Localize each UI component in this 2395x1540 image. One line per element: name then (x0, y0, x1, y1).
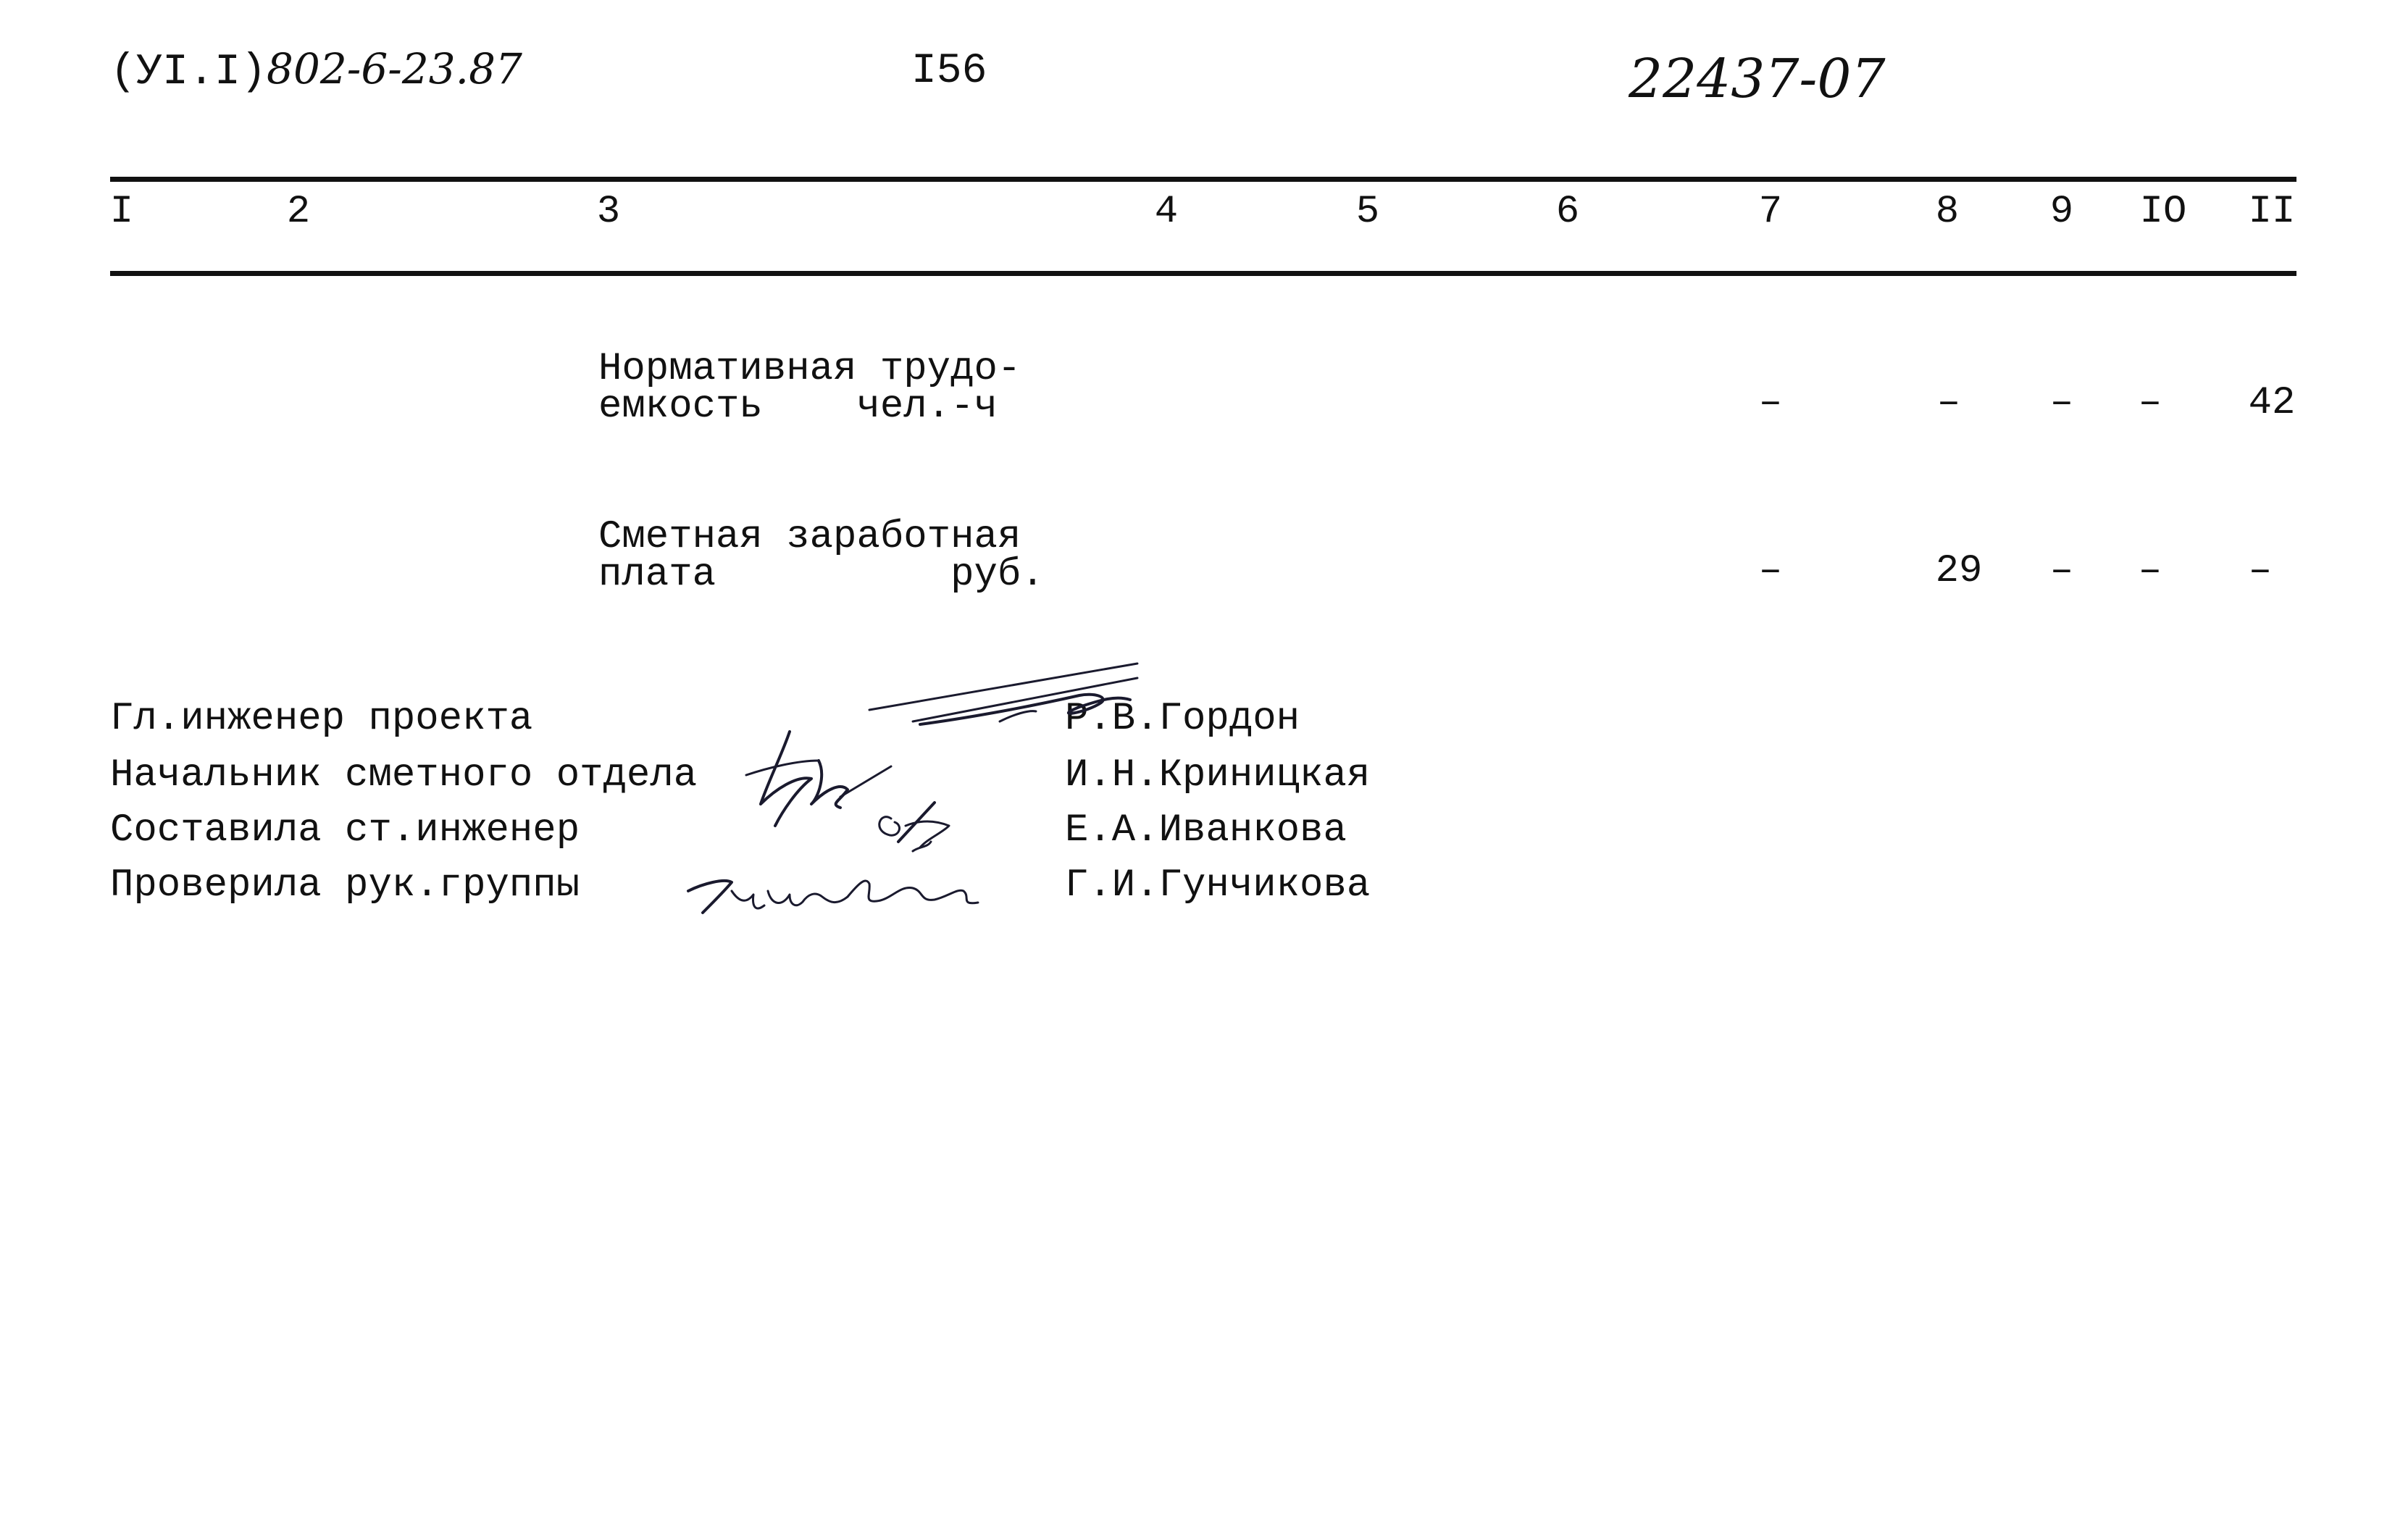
series-handwritten: 802-6-23.87 (267, 44, 522, 93)
cell-col9: – (2049, 381, 2074, 425)
description-line: емкость чел.-ч (598, 385, 998, 429)
signature-ivankova (879, 803, 949, 851)
column-number: 4 (1154, 190, 1179, 234)
signatory-role: Составила ст.инженер (110, 808, 580, 853)
cell-col8: 29 (1935, 549, 1983, 593)
row-description (598, 515, 1045, 597)
column-number: IO (2139, 190, 2187, 234)
cell-col7: – (1758, 381, 1783, 425)
row-description (598, 347, 1021, 429)
column-number: 8 (1935, 190, 1960, 234)
description-line: Сметная заработная (598, 515, 1021, 559)
cell-col7: – (1758, 549, 1783, 593)
series-prefix: (УI.I) (110, 48, 267, 97)
column-number: 5 (1355, 190, 1380, 234)
page-number: I56 (911, 48, 987, 95)
cell-col10: – (2138, 549, 2162, 593)
signature-gunchikova (688, 881, 978, 913)
signatory-role: Начальник сметного отдела (110, 753, 698, 798)
column-number: 6 (1555, 190, 1580, 234)
table-header-bottom-rule (110, 271, 2296, 276)
cell-col11: – (2248, 549, 2273, 593)
table-top-rule (110, 177, 2296, 182)
signatory-role: Гл.инженер проекта (110, 697, 533, 741)
series-designation (110, 44, 522, 97)
handwritten-signatures (674, 652, 1181, 927)
cell-col11: 42 (2248, 381, 2296, 425)
signatory-name: Р.В.Гордон (1065, 697, 1300, 741)
document-code: 22437-07 (1629, 48, 1886, 110)
column-number: 3 (596, 190, 621, 234)
signature-gordon (869, 664, 1137, 724)
column-number: I (109, 190, 134, 234)
cell-col9: – (2049, 549, 2074, 593)
description-line: Нормативная трудо- (598, 347, 1021, 391)
description-line: плата руб. (598, 553, 1045, 597)
signatory-name: Г.И.Гунчикова (1065, 863, 1371, 908)
column-number: 9 (2049, 190, 2074, 234)
column-number: 2 (286, 190, 311, 234)
signatory-name: И.Н.Криницкая (1065, 753, 1371, 798)
cell-col10: – (2138, 381, 2162, 425)
cell-col8: – (1936, 381, 1961, 425)
signature-krinitskaya (746, 732, 891, 826)
column-number: II (2248, 190, 2296, 234)
signatory-role: Проверила рук.группы (110, 863, 580, 908)
column-number: 7 (1758, 190, 1783, 234)
signatory-name: Е.А.Иванкова (1065, 808, 1347, 853)
